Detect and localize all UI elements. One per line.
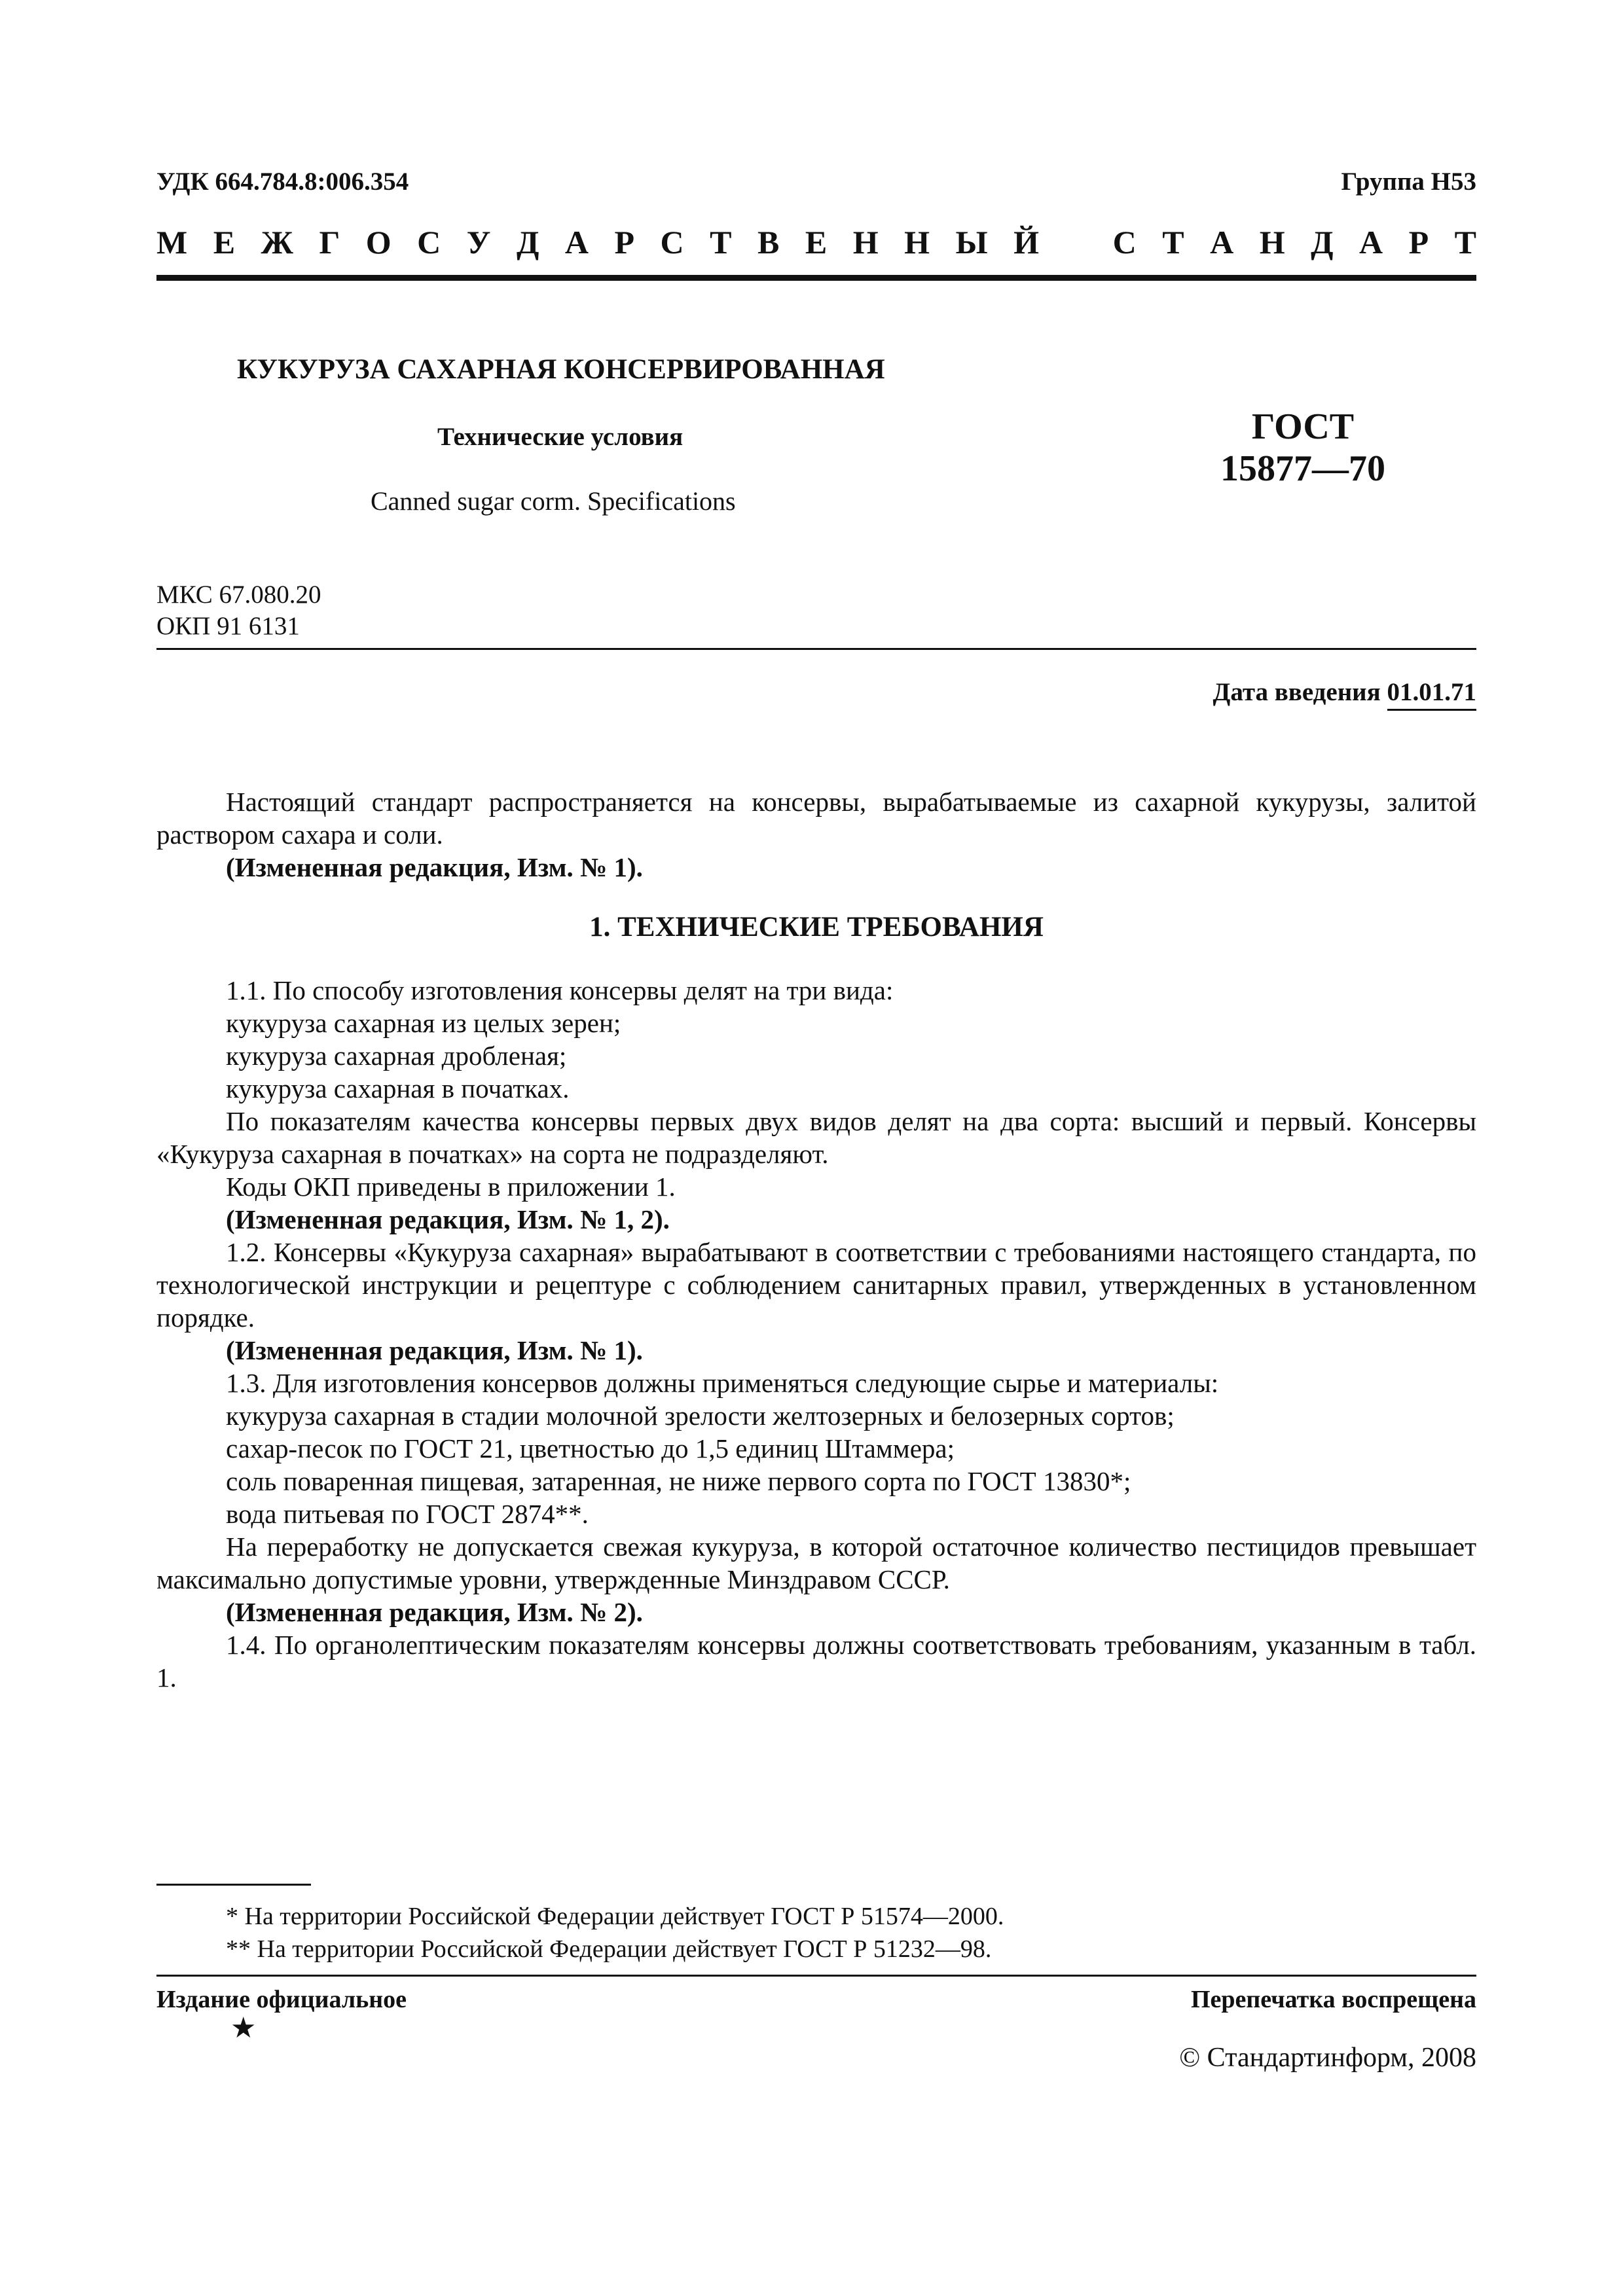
header-rule	[156, 275, 1476, 281]
introduction-date-value: 01.01.71	[1387, 678, 1477, 711]
clause-1-1: 1.1. По способу изготовления консервы делят на три вида:	[226, 975, 894, 1005]
list-item: кукуруза сахарная из целых зерен;	[226, 1008, 621, 1038]
clause-1-4: 1.4. По органолептическим показателям консервы должны соответствовать требованиям, указанным в табл. 1.	[156, 1630, 1476, 1693]
footnote: * На территории Российской Федерации действует ГОСТ Р 51574—2000.	[226, 1903, 1004, 1930]
section-heading: 1. ТЕХНИЧЕСКИЕ ТРЕБОВАНИЯ	[589, 912, 1044, 942]
classification-rule	[156, 648, 1476, 650]
change-note: (Измененная редакция, Изм. № 2).	[226, 1597, 643, 1627]
introduction-date-label: Дата введения	[1213, 678, 1387, 706]
introduction-date	[1213, 677, 1476, 707]
list-item: кукуруза сахарная в стадии молочной зрелости желтозерных и белозерных сортов;	[226, 1401, 1175, 1431]
intro-paragraph: Настоящий стандарт распространяется на консервы, вырабатываемые из сахарной кукурузы, залитой раствором сахара и соли.	[156, 787, 1476, 850]
list-item: кукуруза сахарная в початках.	[226, 1073, 570, 1103]
change-note: (Измененная редакция, Изм. № 1).	[226, 852, 643, 882]
footnote: ** На территории Российской Федерации действует ГОСТ Р 51232—98.	[226, 1935, 992, 1963]
official-edition-label: Издание официальное	[156, 1986, 407, 2013]
document-body	[156, 785, 1476, 1694]
clause-1-3: 1.3. Для изготовления консервов должны применяться следующие сырье и материалы:	[226, 1368, 1219, 1398]
gost-designation	[1165, 406, 1440, 490]
standard-word: С Т А Н Д А Р Т	[1112, 224, 1476, 260]
footnote-rule	[156, 1884, 311, 1886]
gost-label: ГОСТ	[1251, 406, 1355, 447]
footer-rule	[156, 1975, 1476, 1977]
reprint-prohibited-label: Перепечатка воспрещена	[1190, 1986, 1476, 2013]
document-subtitle: Технические условия	[437, 423, 684, 451]
star-icon: ★	[230, 2012, 257, 2044]
group-code: Группа Н53	[1341, 168, 1476, 196]
document-title: КУКУРУЗА САХАРНАЯ КОНСЕРВИРОВАННАЯ	[237, 354, 885, 385]
change-note: (Измененная редакция, Изм. № 1, 2).	[226, 1204, 670, 1234]
clause-1-2: 1.2. Консервы «Кукуруза сахарная» вырабатывают в соответствии с требованиями настоящего стандарта, по технологической инструкции и рецептуре с соблюдением санитарных правил, утвержденных в установленном порядке.	[156, 1237, 1476, 1333]
mks-code: МКС 67.080.20	[156, 581, 321, 609]
okp-code: ОКП 91 6131	[156, 612, 300, 640]
interstate-word: М Е Ж Г О С У Д А Р С Т В Е Н Н Ы Й	[156, 224, 1039, 260]
okp-reference: Коды ОКП приведены в приложении 1.	[226, 1172, 676, 1202]
classification-codes	[156, 579, 321, 642]
document-title-english: Canned sugar corm. Specifications	[371, 486, 736, 516]
list-item: сахар-песок по ГОСТ 21, цветностью до 1,5 единиц Штаммера;	[226, 1433, 955, 1463]
gost-number: 15877—70	[1220, 448, 1385, 489]
list-item: соль поваренная пищевая, затаренная, не ниже первого сорта по ГОСТ 13830*;	[226, 1466, 1131, 1496]
list-item: вода питьевая по ГОСТ 2874**.	[226, 1499, 589, 1529]
grades-paragraph: По показателям качества консервы первых двух видов делят на два сорта: высший и первый. Консервы «Кукуруза сахарная в початках» на сорта не подразделяют.	[156, 1106, 1476, 1169]
list-item: кукуруза сахарная дробленая;	[226, 1041, 567, 1071]
change-note: (Измененная редакция, Изм. № 1).	[226, 1335, 643, 1365]
pesticide-paragraph: На переработку не допускается свежая кукуруза, в которой остаточное количество пестицидов превышает максимально допустимые уровни, утвержденные Минздравом СССР.	[156, 1532, 1476, 1594]
interstate-standard-banner	[156, 223, 1476, 262]
copyright-notice: © Стандартинформ, 2008	[1179, 2043, 1476, 2073]
footnotes	[226, 1900, 1004, 1965]
udk-code: УДК 664.784.8:006.354	[156, 168, 409, 196]
